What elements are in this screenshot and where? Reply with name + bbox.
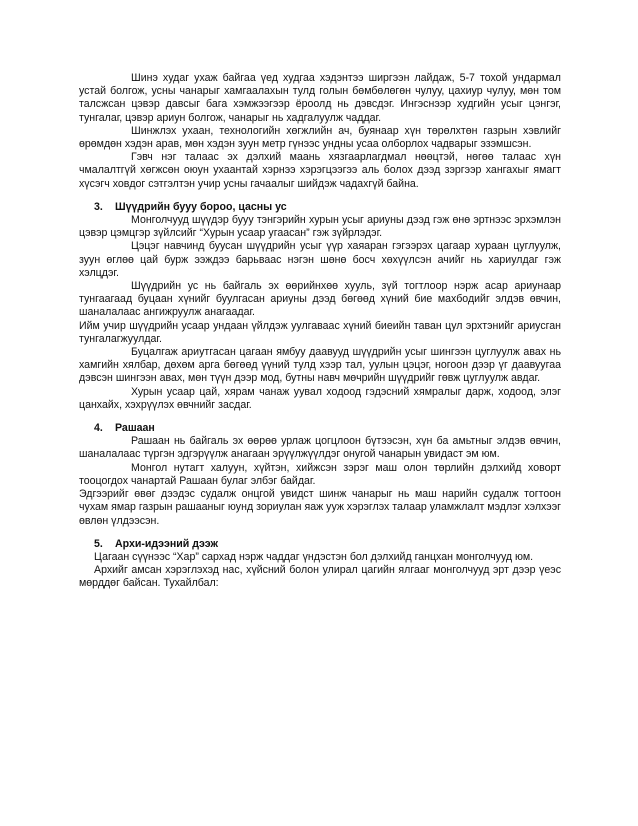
section-title: Шүүдрийн бууу бороо, цасны ус (115, 200, 287, 213)
section-number: 4. (94, 422, 103, 435)
section-title: Архи-идээний дээж (115, 537, 219, 550)
paragraph: Монгол нутагт халуун, хүйтэн, хийжсэн зэрэг маш олон төрлийн дэлхийд ховорт тооцогдох чанартай Рашаан булаг элбэг байдаг. (79, 461, 561, 487)
paragraph: Ийм учир шүүдрийн усаар ундаан үйлдэж уулгаваас хүний биеийн таван цул эрхтэнийг ариусган тунгалагжуулдаг. (79, 319, 561, 345)
paragraph: Шинжлэх ухаан, технологийн хөгжлийн ач, буянаар хүн төрөлхтөн газрын хэвлийг өрөмдөн хэдэн арав, мөн хэдэн зуун метр гүнээс ундны усаа олборлох чадварыг эзэмшсэн. (79, 124, 561, 151)
paragraph: Рашаан нь байгаль эх өөрөө урлаж цогцлоон бүтээсэн, хүн ба амьтныг элдэв өвчин, шаналалаас түргэн эдгэрүүлж анагаан эрүүлжүүлдэг онугой чанарын увидаст эм юм. (79, 435, 561, 461)
paragraph: Эдгээрийг өвөг дээдэс судалж онцгой увидст шинж чанарыг нь маш нарийн судалж тогтоон чухам ямар газрын рашааныг юунд зориулан яаж ууж хэрэглэх талаар уламжлалт мэдлэг хэлхээг өвлөн үлдээсэн. (79, 488, 561, 527)
section-heading-4 (79, 422, 561, 435)
paragraph: Гэвч нэг талаас эх дэлхий маань хязгаарлагдмал нөөцтэй, нөгөө талаас хүн чмалалтгүй хөгжсөн оюун ухаантай хэрнээ хэрэгцээгээ аль болох дээд зэргээр хангахыг ямагт хүсэгч ховдог сэтгэлтэн учир усны гачаалыг шийдэж чадахгүй байна. (79, 151, 561, 190)
paragraph: Шүүдрийн ус нь байгаль эх өөрийнхөө хууль, зүй тогтлоор нэрж асар ариунаар тунгаагаад буцаан хүнийг буулгасан ариуны дээд бөгөөд хүний бие махбодийг элдэв өвчин, шаналалаас ангижруулж анагаадаг. (79, 280, 561, 319)
paragraph: Архийг амсан хэрэглэхэд нас, хүйсний болон улирал цагийн ялгааг монголчууд эрт дээр үеэс мөрддөг байсан. Тухайлбал: (79, 564, 561, 590)
section-title: Рашаан (115, 422, 155, 435)
paragraph: Цагаан сүүнээс “Хар” сархад нэрж чаддаг үндэстэн бол дэлхийд ганцхан монголчууд юм. (94, 550, 534, 563)
document-page (79, 72, 561, 591)
section-heading-3 (79, 201, 561, 214)
section-heading-5 (79, 538, 561, 551)
paragraph: Буцалгаж ариутгасан цагаан ямбуу даавууд шүүдрийн усыг шингээн цуглуулж авах нь хамгийн хялбар, дөхөм арга бөгөөд үүний тулд хээр тал, уулын цэцэг, ногоон дээр үг даавуугаа дэвсэн шингээн авах, мөн түүн дээр мод, бутны навч мөчрийн шүүдрийг гөвж цуглуулж авдаг. (79, 346, 561, 385)
section-number: 5. (94, 537, 103, 550)
paragraph: Монголчууд шүүдэр бууу тэнгэрийн хурын усыг ариуны дээд гэж өнө эртнээс эрхэмлэн цэвэр цэмцгэр зүйлсийг “Хурын усаар угаасан” гэж зүйрлэдэг. (79, 214, 561, 240)
paragraph: Цэцэг навчинд буусан шүүдрийн усыг үүр хаяаран гэгээрэх цагаар хураан цуглуулж, зуун өглөө цай бурж ээждээ барьваас нэгэн шөнө босч хөхүүлсэн ачийг нь хариулдаг гэж хэлцдэг. (79, 240, 561, 279)
paragraph: Хурын усаар цай, хярам чанаж уувал ходоод гэдэсний хямралыг дарж, ходоод, элэг цанхайх, хэхрүүлэх өвчнийг засдаг. (79, 385, 561, 411)
paragraph: Шинэ худаг ухаж байгаа үед худгаа хэдэнтээ ширгээн лайдаж, 5-7 тохой ундармал устай болгож, усны чанарыг хамгаалахын тулд голын бөмбөлөгөн чулуу, цахиур чулуу, мөн том талсжсан цэвэр давсыг бага хэмжээгээр ёроолд нь дэвсдэг. Ингэснээр худгийн усыг цэнгэг, тунгалаг, цэвэр ариун болгож, чанарыг нь хадгалуулж чаддаг. (79, 72, 561, 124)
section-number: 3. (94, 200, 103, 213)
